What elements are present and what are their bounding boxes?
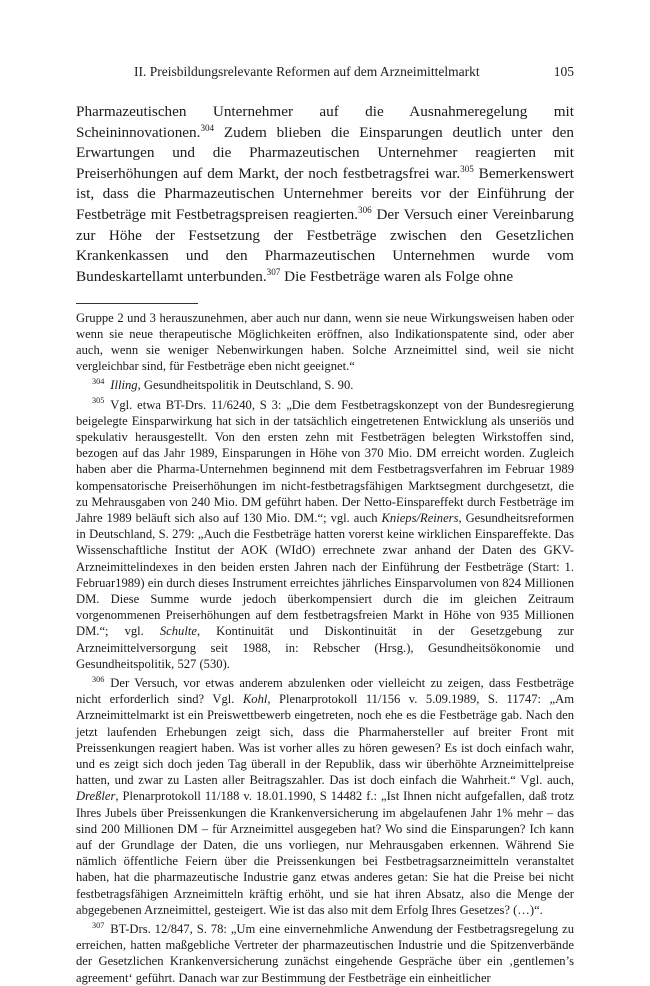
- footnote-text: , Plenarprotokoll 11/156 v. 5.09.1989, S. 11747: „Am Arzneimittelmarkt ist ein Preiswettbewerb eingetreten, noch ehe es die Festbeträge gab. Nach den jetzt laufenden Erhebungen zeigt sich, dass die Pharmahersteller auf breiter Front mit Preissenkungen reagiert haben. Was ist vorher alles zu hören gewesen? Es ist doch einfach wahr, und es zeigt sich doch jeden Tag überall in der Republik, dass wir überhöhte Arzneimittelpreise hatten, und zwar zu Lasten aller Beitragszahler. Das ist doch einfach die Wahrheit.“ Vgl. auch,: [76, 692, 574, 788]
- footnote-number: 304: [92, 377, 105, 387]
- footnote-text: BT-Drs. 12/847, S. 78: „Um eine einvernehmliche Anwendung der Festbetragsregelung zu erreichen, hatten maßgebliche Vertreter der pharmazeutischen Industrie und die Spitzenverbände der Gesetzlichen Krankenversicherung zunächst eingehende Gespräche über ein ‚gentlemen’s agreement‘ geführt. Danach war zur Bestimmung der Festbeträge ein einheitlicher: [76, 922, 574, 985]
- footnote-text: , Gesundheitsreformen in Deutschland, S. 279: „Auch die Festbeträge hatten vorerst keine wirklichen Einspareffekte. Das Wissenschaftliche Institut der AOK (WIdO) errechnete zwar anhand der Daten des GKV-Arzneimittelindexes in den beiden ersten Jahren nach der Einführung der Festbeträge (Start: 1. Februar1989) ein durch dieses Instrument erreichtes jährliches Einsparvolumen von 824 Millionen DM. Diese Summe wurde jedoch überkompensiert durch die im gleichen Zeitraum vorgenommenen Preiserhöhungen auf dem festbetragsfreien Markt in Höhe von 935 Millionen DM.“; vgl.: [76, 510, 574, 639]
- running-header-title: II. Preisbildungsrelevante Reformen auf dem Arzneimittelmarkt: [134, 64, 480, 79]
- footnote-number: 306: [92, 674, 105, 684]
- body-paragraph: [76, 102, 574, 287]
- footnote-author: Illing: [110, 378, 138, 393]
- footnote-text: , Plenarprotokoll 11/188 v. 18.01.1990, S 14482 f.: „Ist Ihnen nicht aufgefallen, daß trotz Ihres Jubels über Preissenkungen die Krankenversicherung im abgelaufenen Jahr 1% mehr – das sind 200 Millionen DM – für Arzneimittel ausgegeben hat? Wo sind die Einsparungen? Ich kann auf der Grundlage der Daten, die uns vorliegen, nur Mehrausgaben erkennen. Während Sie nämlich öffentliche Feiern über die Preissenkungen bei Festbetragsarzneimitteln veranstaltet haben, hat die pharmazeutische Industrie ganz etwas anderes getan: Sie hat die Preise bei nicht festbetragsfähigen Arzneimitteln kräftig erhöht, und sie hat ihren Absatz, also die Menge der abgegebenen Arzneimittel, gesteigert. Wie ist das also mit dem Erfolg Ihres Gesetzes? (…)“.: [76, 789, 574, 917]
- footnote-ref: 305: [460, 163, 474, 174]
- footnote-author: Knieps/Reiners: [381, 510, 459, 525]
- footnote-text: Gruppe 2 und 3 herauszunehmen, aber auch nur dann, wenn sie neue Wirkungsweisen haben oder wenn sie neue therapeutische Möglichkeiten eröffnen, also Indikationspatente sind, oder aber auch, wenn sie weniger Nebenwirkungen haben. Solche Arzneimittel sind, weil sie nicht vergleichbar sind, für Festbeträge eben nicht geeignet.“: [76, 310, 574, 374]
- footnote-ref: 307: [266, 266, 281, 277]
- footnote-text: , Kontinuität und Diskontinuität in der Gesetzgebung zur Arzneimittelversorgung seit 1988, in: Rebscher (Hrsg.), Gesundheitsökonomie und Gesundheitspolitik, 527 (530).: [76, 624, 574, 671]
- document-page: [76, 64, 574, 986]
- body-text-part: Die Festbeträge waren als Folge ohne: [280, 267, 514, 285]
- footnote-number: 305: [92, 396, 105, 406]
- footnote-307: [76, 921, 574, 986]
- footnote-text: Vgl. etwa BT-Drs. 11/6240, S 3: „Die dem Festbetragskonzept von der Bundesregierung beigelegte Einsparwirkung hat sich in der tatsächlich eingetretenen Entwicklung als unseriös und spekulativ herausgestellt. Von den ersten zehn mit Festbeträgen belegten Wirkstoffen sind, bezogen auf das Jahr 1989, Einsparungen in Höhe von 370 Mio. DM erreicht worden. Zugleich haben aber die Pharma-Unternehmen beginnend mit dem Festbetragsverfahren im Februar 1989 kompensatorische Preiserhöhungen im nicht-festbetragsfähigen Marktsegment durchgesetzt, die zu Mehrausgaben von 240 Mio. DM geführt haben. Der Netto-Einspareffekt durch Festbeträge im Jahre 1989 beläuft sich also auf 130 Mio. DM.“; vgl. auch: [76, 397, 574, 525]
- body-text-part: Bemerkenswert ist, dass die Pharmazeutischen Unternehmer bereits vor der Einführung der Festbeträge mit Festbetragspreisen reagierten.: [76, 164, 574, 223]
- footnote-ref: 304: [200, 122, 215, 133]
- footnote-continuation: [76, 310, 574, 375]
- footnote-number: 307: [92, 920, 105, 930]
- footnote-author: Dreßler: [76, 789, 116, 804]
- footnote-author: Kohl: [242, 692, 268, 707]
- footnote-305: [76, 397, 574, 672]
- footnote-separator: [76, 303, 198, 304]
- body-text-part: Pharmazeutischen Unternehmer auf die Ausnahmeregelung mit Scheininnovationen.: [76, 103, 574, 141]
- body-text-part: Zudem blieben die Einsparungen deutlich unter den Erwartungen und die Pharmazeutischen Unternehmer reagierten mit Preiserhöhungen auf dem Markt, der noch festbetragsfrei war.: [76, 123, 574, 182]
- body-text-part: Der Versuch einer Vereinbarung zur Höhe der Festsetzung der Festbeträge zwischen den Gesetzlichen Krankenkassen und den Pharmazeutischen Unternehmen wurde vom Bundeskartellamt unterbunden.: [76, 205, 574, 285]
- page-number: 105: [553, 64, 574, 79]
- footnote-text: Der Versuch, vor etwas anderem abzulenken oder vielleicht zu zeigen, dass Festbeträge nicht erforderlich sind? Vgl.: [76, 676, 574, 707]
- footnote-ref: 306: [358, 204, 372, 215]
- footnote-306: [76, 675, 574, 918]
- footnote-text: , Gesundheitspolitik in Deutschland, S. 90.: [137, 378, 354, 393]
- running-header: [76, 64, 574, 86]
- footnote-author: Schulte: [159, 624, 197, 639]
- footnote-304: [76, 377, 574, 393]
